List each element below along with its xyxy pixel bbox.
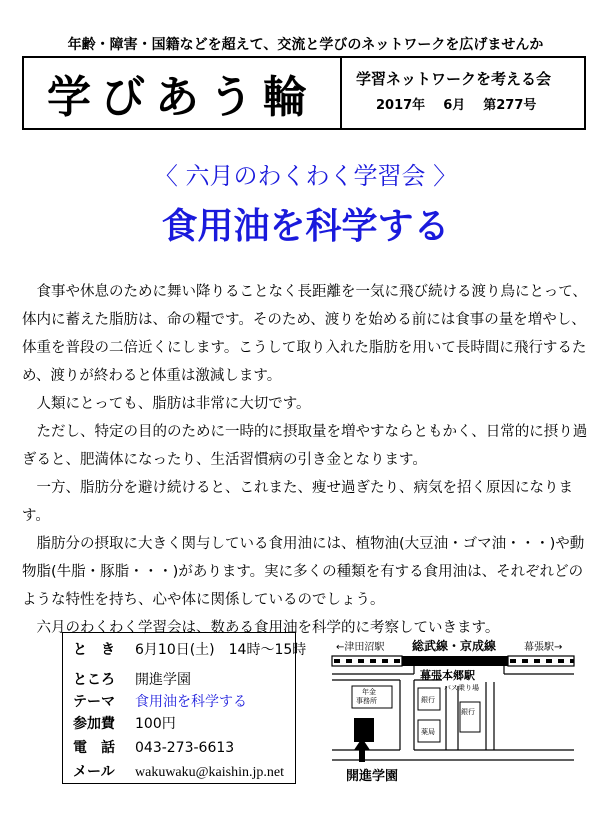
event-subtitle: 〈 六月のわくわく学習会 〉 xyxy=(153,162,458,190)
map-label-nenkin-office: 事務所 xyxy=(356,697,377,705)
info-row-when xyxy=(73,639,306,659)
paragraph-1: 食事や休息のために舞い降りることなく長距離を一気に飛び続ける渡り鳥にとって、体内に蓄えた脂肪は、命の糧です。そのため、渡りを始める前には食事の量を増やし、体重を普段の二倍近くにします。こうして取り入れた脂肪を用いて長時間に飛行するため、渡りが終わると体重は激減します。 xyxy=(22,284,587,384)
info-row-theme xyxy=(73,691,247,711)
info-value: 043-273-6613 xyxy=(135,740,235,756)
info-label: 参加費 xyxy=(73,716,115,732)
issue-year: 2017年 xyxy=(376,98,426,113)
article-body xyxy=(22,278,590,642)
issue-info xyxy=(376,94,554,113)
event-title: 食用油を科学する xyxy=(161,206,450,247)
paragraph-6: 六月のわくわく学習会は、数ある食用油を科学的に考察していきます。 xyxy=(36,620,500,636)
paragraph-3: ただし、特定の目的のために一時的に摂取量を増やすならともかく、日常的に摂り過ぎると、肥満体になったり、生活習慣病の引き金となります。 xyxy=(22,424,588,468)
map-label-bus-stop: バス乗り場 xyxy=(444,684,479,692)
map-line-name: 総武線・京成線 xyxy=(412,639,497,653)
info-label: メール xyxy=(73,764,115,780)
paragraph-2: 人類にとっても、脂肪は非常に大切です。 xyxy=(36,396,311,412)
paragraph-5: 脂肪分の摂取に大きく関与している食用油には、植物油(大豆油・ゴマ油・・・)や動物脂(牛脂・豚脂・・・)があります。実に多くの種類を有する食用油は、それぞれどのような特性を持ち、心や体に関係しているのでしょう。 xyxy=(22,536,585,608)
tagline: 年齢・障害・国籍などを超えて、交流と学びのネットワークを広げませんか xyxy=(67,37,544,53)
info-label: と き xyxy=(73,642,115,658)
map-station-main: 幕張本郷駅 xyxy=(420,669,475,682)
info-row-where xyxy=(73,669,191,689)
info-value: 6月10日(土) 14時～15時 xyxy=(135,642,307,658)
info-label: テーマ xyxy=(73,694,115,710)
info-label: 電 話 xyxy=(73,740,115,756)
map-label-bank-1: 銀行 xyxy=(421,696,435,704)
map-label-nenkin: 年金 xyxy=(362,688,376,696)
map-label-pharmacy: 薬局 xyxy=(421,728,435,736)
info-value: 食用油を科学する xyxy=(135,694,247,710)
destination-building xyxy=(354,718,374,742)
map-station-right: 幕張駅→ xyxy=(524,642,563,653)
issue-month: 6月 xyxy=(443,98,466,113)
issue-number: 第277号 xyxy=(483,98,537,113)
map-destination-label: 開進学園 xyxy=(346,769,399,784)
info-row-phone xyxy=(73,737,234,757)
masthead xyxy=(22,56,586,130)
newsletter-logo: 学びあう輪 xyxy=(47,72,317,123)
info-row-mail xyxy=(73,761,284,781)
organization-name: 学習ネットワークを考える会 xyxy=(356,70,552,88)
info-label: ところ xyxy=(73,672,115,688)
info-value: 100円 xyxy=(135,716,176,732)
access-map xyxy=(318,632,588,792)
info-row-fee xyxy=(73,713,176,733)
paragraph-4: 一方、脂肪分を避け続けると、これまた、痩せ過ぎたり、病気を招く原因になります。 xyxy=(22,480,573,524)
map-station-left: ←津田沼駅 xyxy=(336,642,385,653)
map-label-bank-2: 銀行 xyxy=(461,708,475,716)
info-value: 開進学園 xyxy=(135,672,191,688)
info-value: wakuwaku@kaishin.jp.net xyxy=(135,765,284,780)
event-info-box xyxy=(62,632,307,784)
station-platform xyxy=(402,656,508,666)
logo-cell xyxy=(24,58,342,128)
